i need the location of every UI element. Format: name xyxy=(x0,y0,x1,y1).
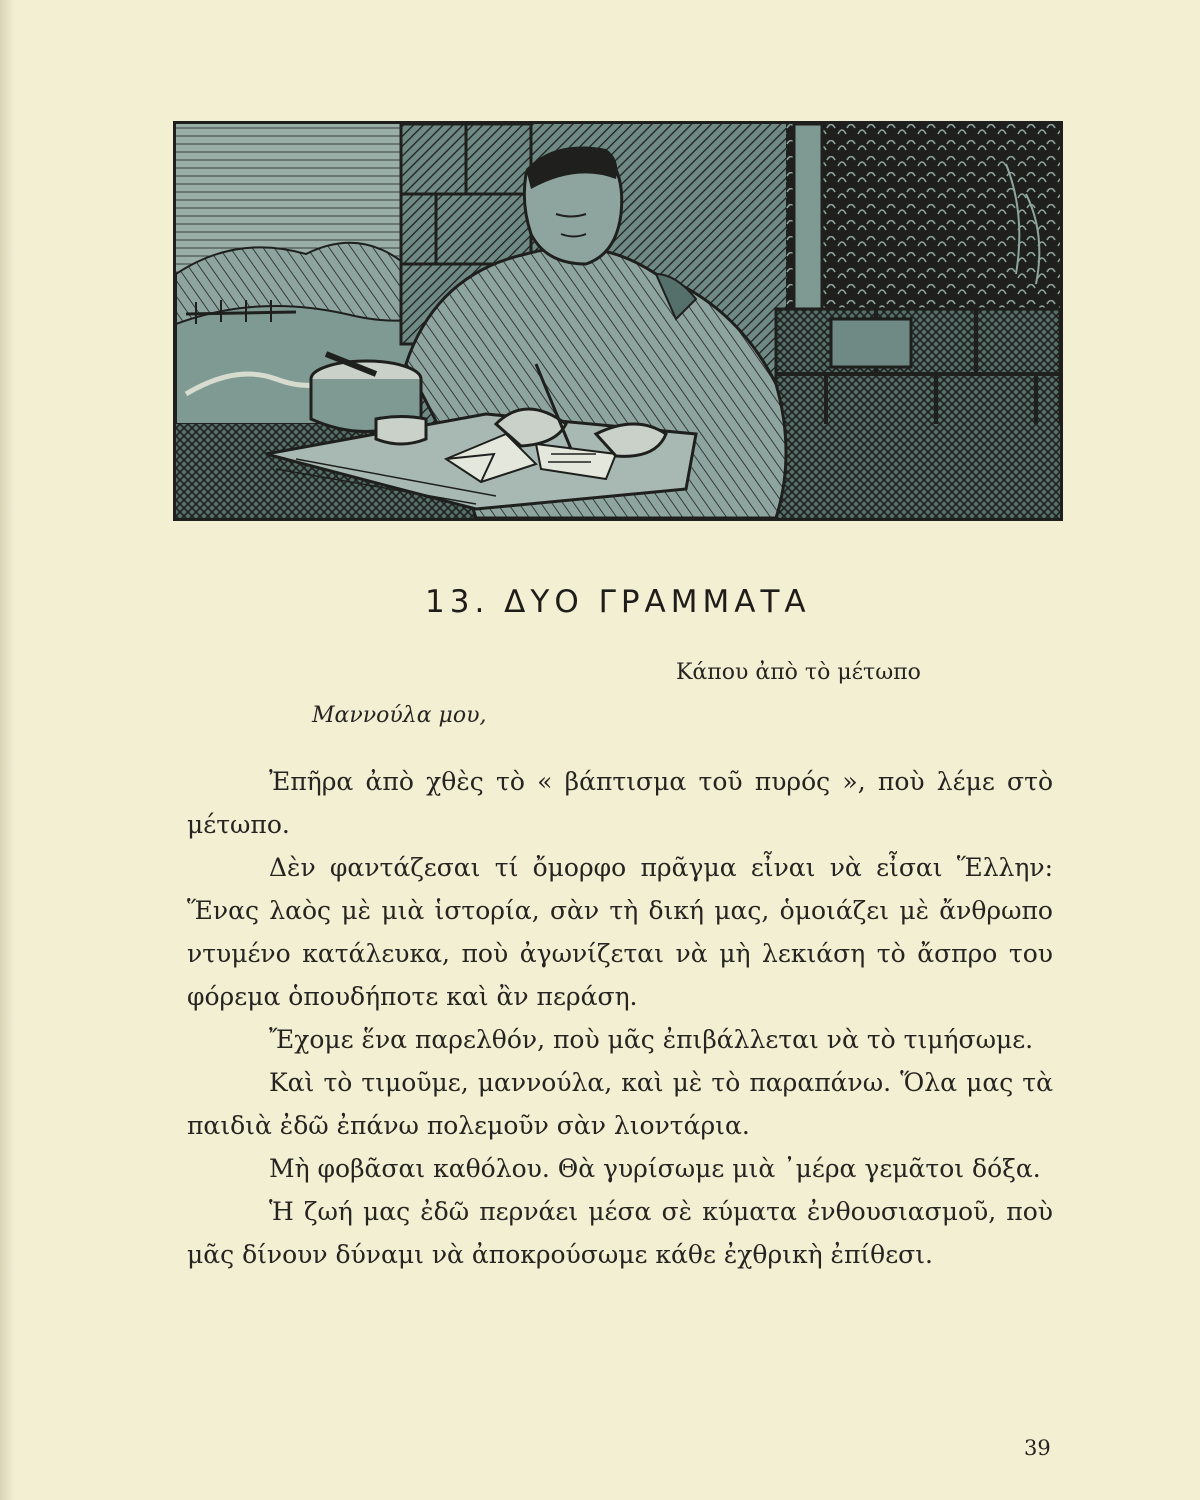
page-binding-edge xyxy=(0,0,14,1500)
page-number: 39 xyxy=(1024,1436,1051,1460)
soldier-writing-letter-image xyxy=(176,124,1060,518)
letter-paragraph: Ἡ ζωή μας ἐδῶ περνάει μέσα σὲ κύματα ἐνθουσιασμοῦ, ποὺ μᾶς δίνουν δύναμι νὰ ἀποκρούσωμε κάθε ἐχθρικὴ ἐπίθεσι. xyxy=(187,1197,1053,1269)
letter-paragraph: Δὲν φαντάζεσαι τί ὄμορφο πρᾶγμα εἶναι νὰ εἶσαι Ἕλλην: Ἕνας λαὸς μὲ μιὰ ἱστορία, σὰν τὴ δική μας, ὁμοιάζει μὲ ἄνθρωπο ντυμένο κατάλευκα, ποὺ ἀγωνίζεται νὰ μὴ λεκιάση τὸ ἄσπρο του φόρεμα ὁπουδήποτε καὶ ἂν περάση. xyxy=(187,853,1053,1011)
letter-paragraph: Ἐπῆρα ἀπὸ χθὲς τὸ « βάπτισμα τοῦ πυρός », ποὺ λέμε στὸ μέτωπο. xyxy=(187,767,1053,839)
letter-body xyxy=(187,760,1053,1276)
letter-place-line: Κάπου ἀπὸ τὸ μέτωπο xyxy=(676,660,921,685)
letter-greeting: Μαννούλα μου, xyxy=(312,703,487,728)
letter-paragraph: Καὶ τὸ τιμοῦμε, μαννούλα, καὶ μὲ τὸ παραπάνω. Ὅλα μας τὰ παιδιὰ ἐδῶ ἐπάνω πολεμοῦν σὰν λιοντάρια. xyxy=(187,1068,1053,1140)
woodcut-illustration xyxy=(173,121,1063,521)
letter-paragraph: Μὴ φοβᾶσαι καθόλου. Θὰ γυρίσωμε μιὰ ᾿μέρα γεμᾶτοι δόξα. xyxy=(269,1154,1041,1183)
chapter-heading xyxy=(425,584,811,620)
chapter-number: 13. xyxy=(425,584,490,620)
letter-paragraph: Ἔχομε ἕνα παρελθόν, ποὺ μᾶς ἐπιβάλλεται νὰ τὸ τιμήσωμε. xyxy=(269,1025,1034,1054)
chapter-title: ΔΥΟ ΓΡΑΜΜΑΤΑ xyxy=(504,584,811,620)
